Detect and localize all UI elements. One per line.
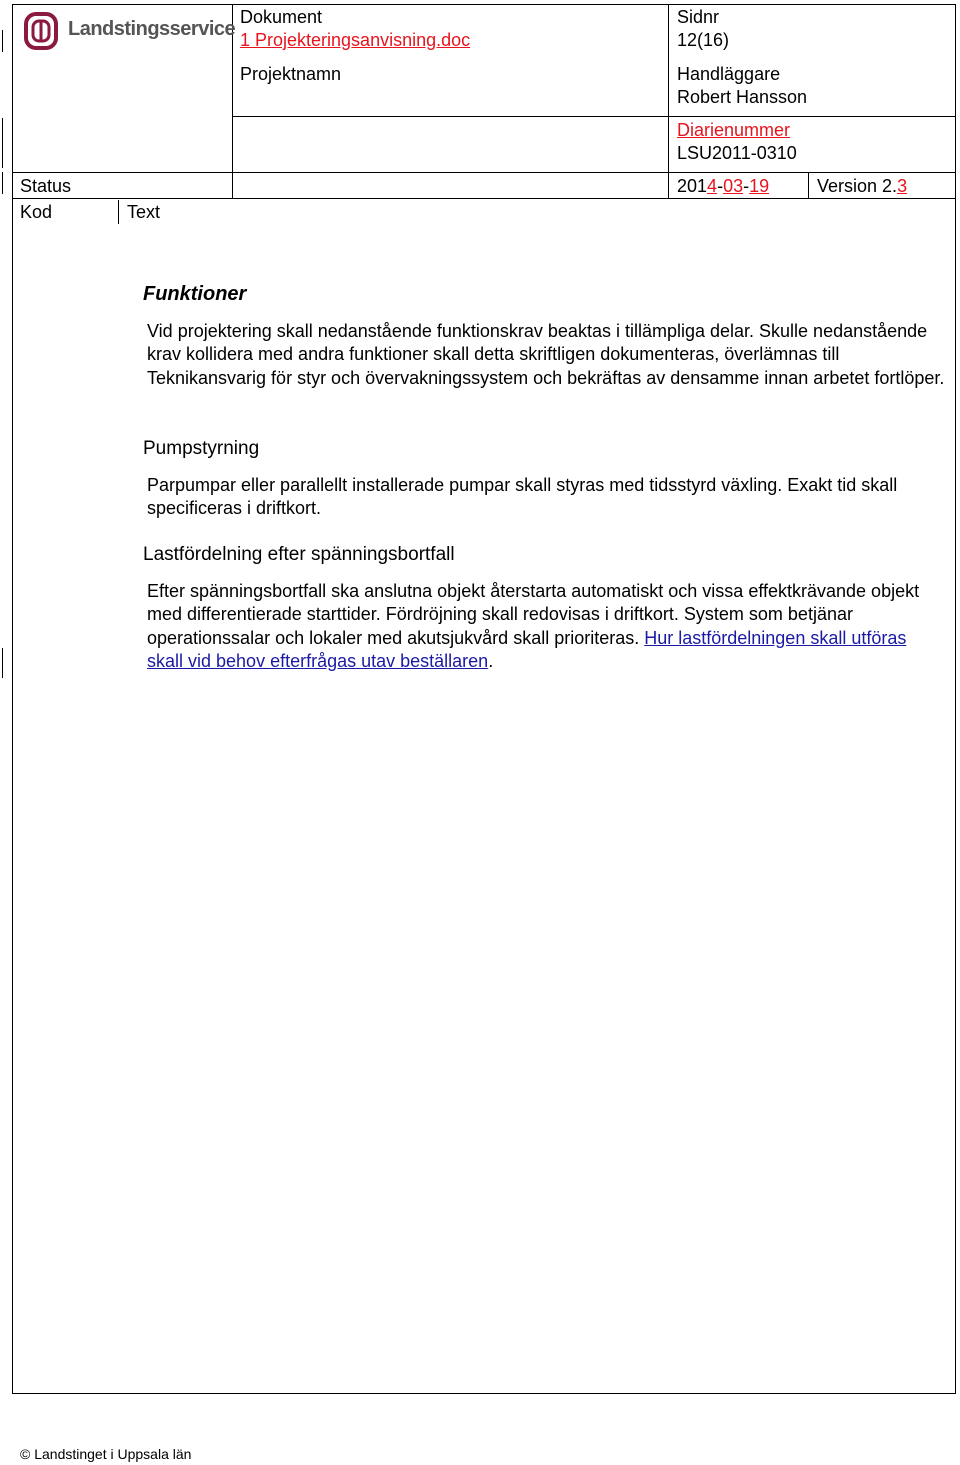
header-divider xyxy=(12,198,956,199)
paragraph-end: . xyxy=(488,650,494,671)
pumpstyrning-paragraph: Parpumpar eller parallellt installerade pumpar skall styras med tidsstyrd växling. Exakt tid skall specificeras i driftkort. xyxy=(147,475,898,519)
footer-text: Landstinget i Uppsala län xyxy=(34,1446,192,1462)
revision-bar xyxy=(2,118,3,168)
header-divider xyxy=(232,116,956,117)
dokument-label: Dokument xyxy=(240,7,323,27)
sidnr-value: 12(16) xyxy=(677,30,730,50)
subsection-title: Lastfördelning efter spänningsbortfall xyxy=(143,544,455,565)
status-label: Status xyxy=(20,176,72,196)
version-value xyxy=(817,175,907,198)
version-suffix: 3 xyxy=(897,176,908,196)
intro-paragraph: Vid projektering skall nedanstående funktionskrav beaktas i tillämpliga delar. Skulle nedanstående krav kollidera med andra funktioner skall detta skriftligen dokumenteras, överlämnas till Teknikansvarig för styr och övervakningssystem och bekräftas av densamme innan arbetet fortlöper. xyxy=(147,321,945,388)
logo-text: Landstingsservice xyxy=(68,18,236,40)
subsection-title: Pumpstyrning xyxy=(143,438,260,459)
header-divider xyxy=(118,200,119,224)
header-divider xyxy=(12,172,956,173)
dokument-value: 1 Projekteringsanvisning.doc xyxy=(240,30,471,50)
date-part: 4 xyxy=(707,176,718,196)
date-part: 03 xyxy=(723,176,744,196)
kod-label: Kod xyxy=(20,202,53,222)
header-divider xyxy=(808,172,809,198)
version-prefix: Version 2. xyxy=(817,176,898,196)
instruction-link[interactable]: Hur lastfördelningen skall utföras skall vid behov efterfrågas utav beställaren xyxy=(147,627,907,671)
date-part: - xyxy=(743,176,750,196)
date-part: 19 xyxy=(749,176,770,196)
handlaggare-value: Robert Hansson xyxy=(677,87,808,107)
sidnr-label: Sidnr xyxy=(677,7,720,27)
logo-mark-icon xyxy=(24,12,64,52)
logo xyxy=(24,12,236,52)
date-part: - xyxy=(717,176,724,196)
lastfordelning-paragraph xyxy=(147,580,947,673)
date-value xyxy=(677,175,769,198)
handlaggare-label: Handläggare xyxy=(677,64,781,84)
diarienummer-value: LSU2011-0310 xyxy=(677,143,797,163)
header-divider xyxy=(668,4,669,198)
footer xyxy=(20,1446,191,1462)
section-heading: Funktioner xyxy=(143,283,247,305)
diarienummer-label: Diarienummer xyxy=(677,120,791,140)
text-label: Text xyxy=(127,202,161,222)
projektnamn-label: Projektnamn xyxy=(240,64,342,84)
revision-bar xyxy=(2,30,3,52)
paragraph-text: Efter spänningsbortfall ska anslutna objekt återstarta automatiskt och vissa effektkrävande objekt med differentierade starttider. Fördröjning skall redovisas i driftkort. System som betjänar operationssalar och lokaler med akutsjukvård skall prioriteras. xyxy=(147,581,920,648)
revision-bar xyxy=(2,172,3,194)
revision-bar xyxy=(2,648,3,678)
date-part: 201 xyxy=(677,176,708,196)
copyright-icon: © xyxy=(20,1446,31,1462)
